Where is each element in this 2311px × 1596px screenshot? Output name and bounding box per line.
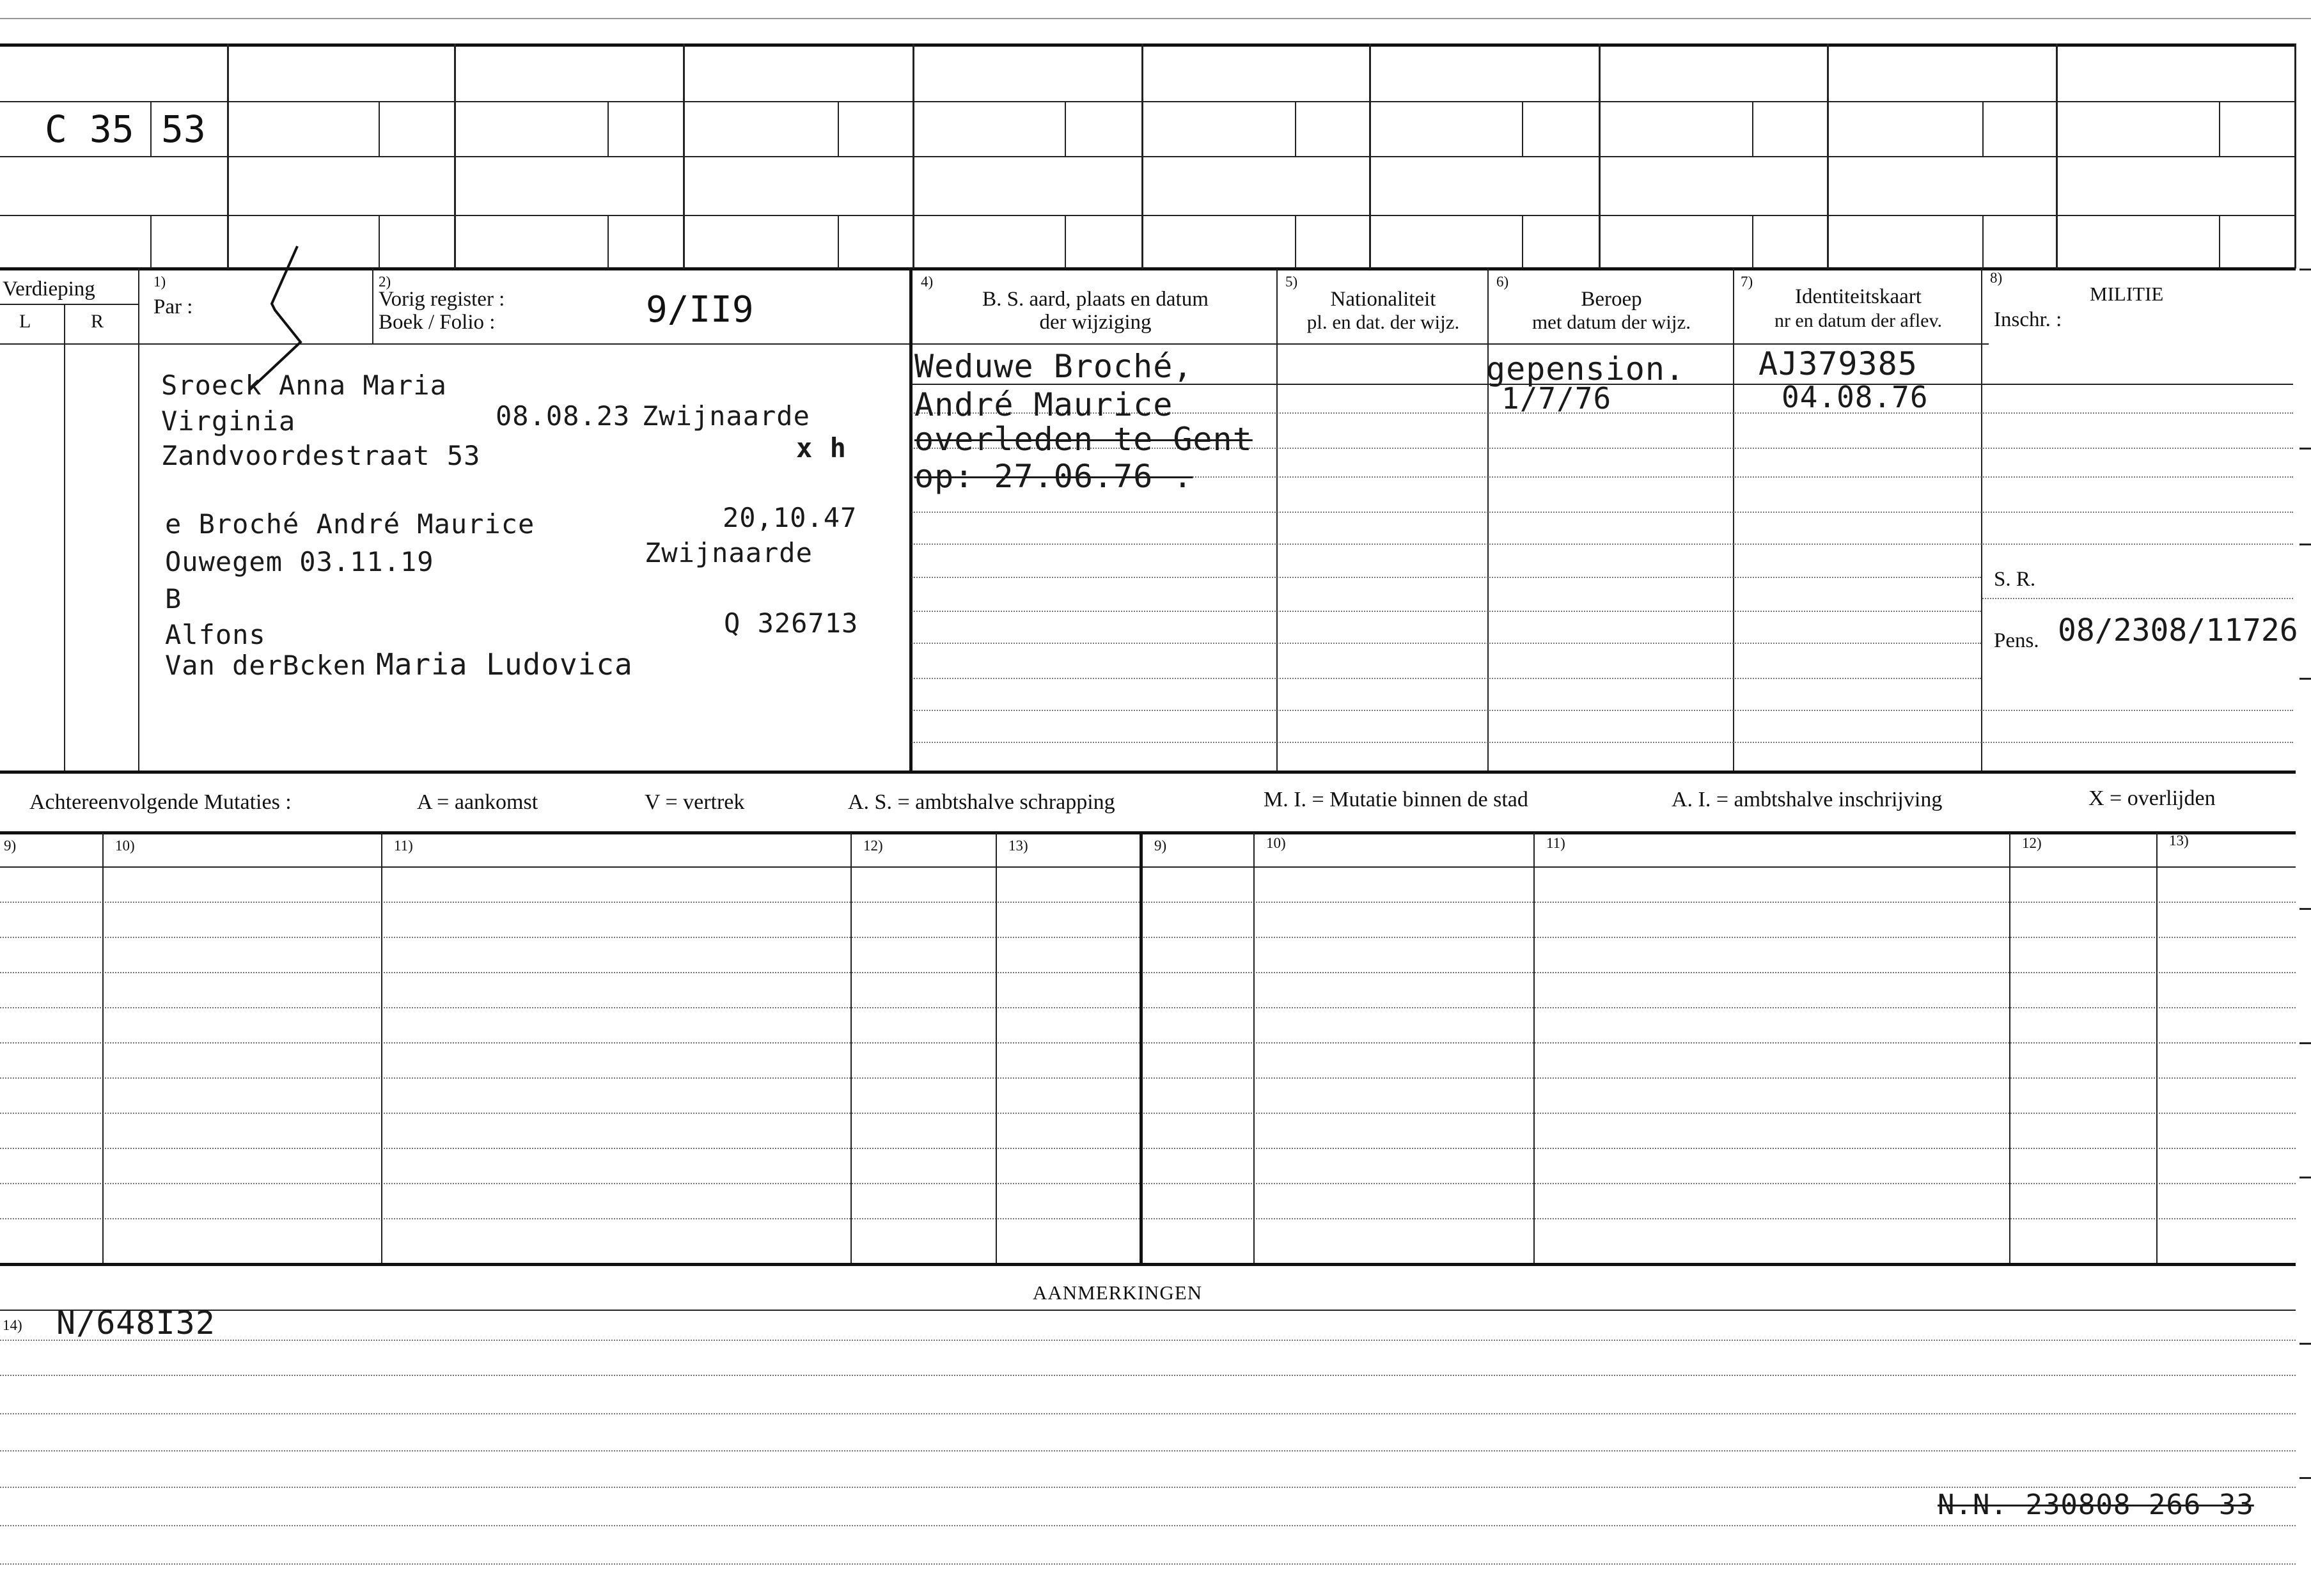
bs-entry-line4: op: 27.06.76 . <box>914 458 1193 495</box>
id-line1: Identiteitskaart <box>1795 285 1922 308</box>
mutations-title: Achtereenvolgende Mutaties : <box>29 790 292 814</box>
bs-entry-line1: Weduwe Broché, <box>914 348 1193 385</box>
mutation-a: A = aankomst <box>417 790 538 814</box>
pens-value: 08/2308/11726 <box>2058 613 2298 648</box>
mutation-x: X = overlijden <box>2088 786 2216 810</box>
resident-line2-date: 08.08.23 <box>496 400 631 432</box>
mut-left-11: 11) <box>394 838 413 854</box>
vorig-line2: Boek / Folio : <box>379 311 496 334</box>
id-line2: nr en datum der aflev. <box>1774 310 1943 331</box>
card-code-prefix: C 35 <box>45 107 134 151</box>
beroep-line2: met datum der wijz. <box>1532 311 1691 333</box>
mut-right-12: 12) <box>2022 835 2042 851</box>
resident-line2-place: Zwijnaarde <box>642 400 810 432</box>
resident-line2-name: Virginia <box>161 405 296 437</box>
mut-left-12: 12) <box>863 838 883 854</box>
id-entry-line2: 04.08.76 <box>1782 380 1929 414</box>
resident-line3-street: Zandvoordestraat 53 <box>161 440 481 471</box>
remarks-title: AANMERKINGEN <box>1033 1281 1203 1304</box>
remarks-num: 14) <box>3 1317 22 1333</box>
resident-line1: Sroeck Anna Maria <box>161 370 447 401</box>
nn-value: N.N. 230808 266 33 <box>1938 1489 2254 1521</box>
mut-right-10: 10) <box>1266 835 1286 851</box>
mutation-as: A. S. = ambtshalve schrapping <box>848 790 1115 814</box>
remarks-value: N/648I32 <box>56 1304 215 1342</box>
b-mark: B <box>165 583 182 614</box>
mil-num: 8) <box>1990 270 2003 286</box>
col-l-header: L <box>19 311 31 332</box>
bs-entry-line3: overleden te Gent <box>914 421 1253 458</box>
col-r-header: R <box>91 311 104 332</box>
vorig-value: 9/II9 <box>646 289 754 331</box>
beroep-line1: Beroep <box>1581 288 1642 311</box>
beroep-entry-line1: gepension. <box>1486 350 1686 387</box>
par-num: 1) <box>153 274 166 290</box>
mutation-ai: A. I. = ambtshalve inschrijving <box>1672 788 1943 811</box>
bs-line2: der wijziging <box>1039 311 1152 334</box>
mother-prefix: Van derBcken <box>165 650 367 681</box>
mutation-mi: M. I. = Mutatie binnen de stad <box>1264 788 1528 811</box>
father-code: Q 326713 <box>724 607 859 639</box>
nat-num: 5) <box>1285 274 1298 290</box>
nat-line2: pl. en dat. der wijz. <box>1306 311 1460 333</box>
mut-right-13: 13) <box>2169 833 2189 849</box>
resident-line3-mark: x h <box>796 432 847 464</box>
spouse-line: e Broché André Maurice <box>165 508 535 540</box>
nat-line1: Nationaliteit <box>1330 288 1436 311</box>
mut-left-9: 9) <box>4 838 17 854</box>
spouse-birth: Ouwegem 03.11.19 <box>165 546 434 577</box>
bs-num: 4) <box>921 274 934 290</box>
mil-title: MILITIE <box>2090 283 2164 305</box>
mil-inschr: Inschr. : <box>1994 308 2062 331</box>
mother-name: Maria Ludovica <box>376 647 633 682</box>
mut-left-13: 13) <box>1008 838 1028 854</box>
card-code-number: 53 <box>161 107 206 151</box>
mut-right-11: 11) <box>1546 835 1565 851</box>
bs-line1: B. S. aard, plaats en datum <box>982 288 1209 311</box>
spouse-date: 20,10.47 <box>723 502 858 533</box>
father: Alfons <box>165 619 266 650</box>
vorig-num: 2) <box>379 274 391 290</box>
mut-right-9: 9) <box>1154 838 1167 854</box>
par-label: Par : <box>153 295 193 318</box>
bs-entry-line2: André Maurice <box>914 386 1173 423</box>
vorig-line1: Vorig register : <box>379 288 505 311</box>
mutation-v: V = vertrek <box>645 790 745 814</box>
beroep-num: 6) <box>1496 274 1509 290</box>
mil-sr: S. R. <box>1994 568 2036 591</box>
spouse-place: Zwijnaarde <box>645 537 813 568</box>
verdieping-header: Verdieping <box>3 278 95 301</box>
mut-left-10: 10) <box>115 838 135 854</box>
id-num: 7) <box>1741 274 1753 290</box>
beroep-entry-line2: 1/7/76 <box>1501 381 1612 416</box>
id-entry-line1: AJ379385 <box>1759 345 1918 382</box>
mil-pens: Pens. <box>1994 629 2039 652</box>
